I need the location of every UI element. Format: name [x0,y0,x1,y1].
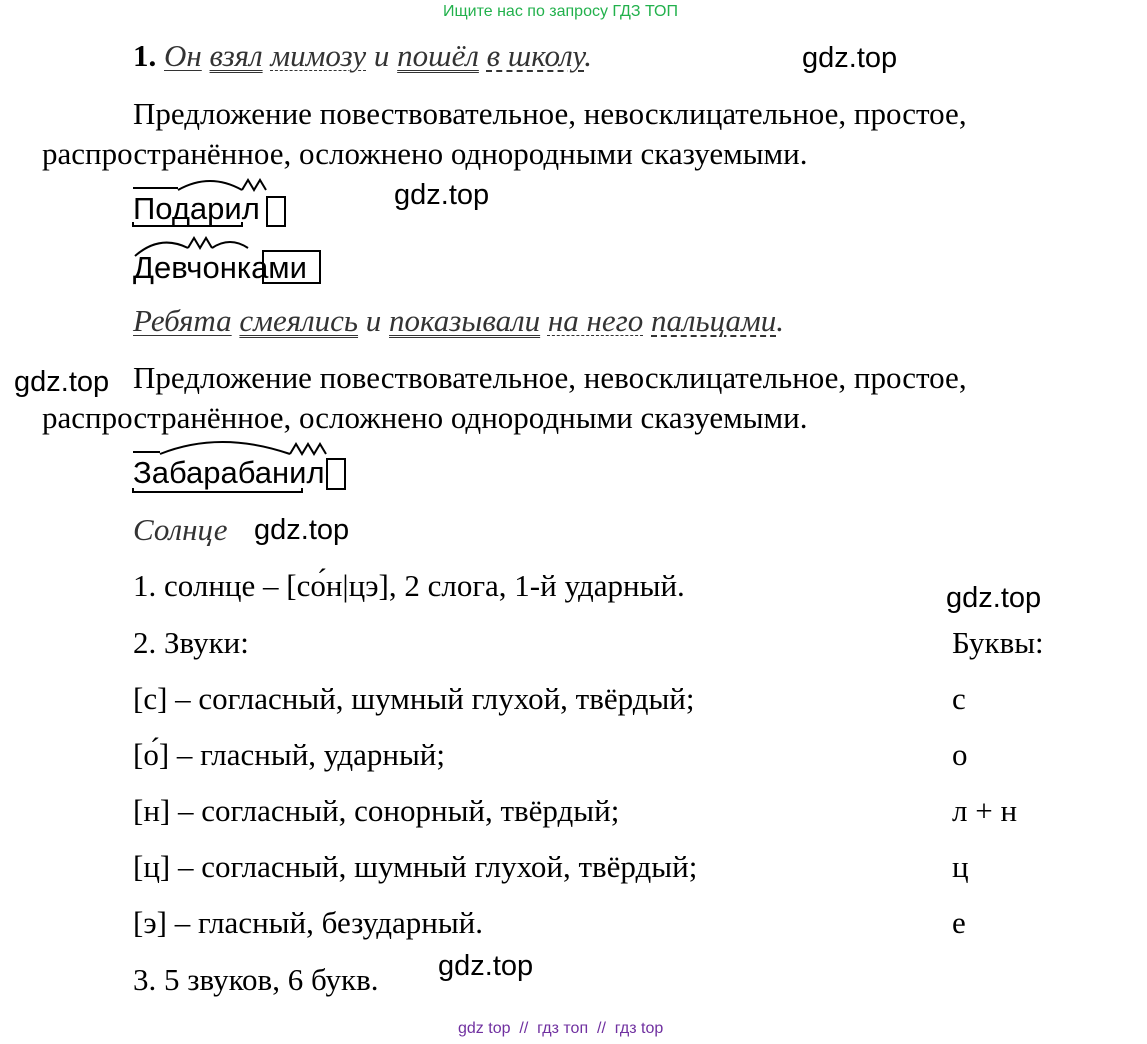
morpheme-marks-podaril [130,178,270,233]
s2-predicate-1: смеялись [239,303,359,338]
morpheme-marks-zabarabanil [130,440,350,496]
s1-object: мимозу [270,38,367,73]
sentence-2: Ребята смеялись и показывали на него пальцами. [133,303,785,338]
letter-cell: с [952,681,966,716]
letter-cell: л + н [952,793,1018,828]
task-number: 1. [133,38,157,73]
analysis-2-line-1: Предложение повествовательное, невосклицательное, простое, [133,360,967,395]
watermark: gdz.top [802,42,898,74]
s1-adverbial: в школу [486,38,585,73]
footer-text: gdz top // гдз топ // гдз top [458,1020,664,1037]
watermark: gdz.top [254,514,350,546]
letter-cell: ц [952,849,969,884]
word-scheme-devchonkami: Девчонками [133,250,307,285]
s2-subject: Ребята [133,303,232,338]
sound-row: [ц] – согласный, шумный глухой, твёрдый; [133,849,698,884]
letter-cell: о [952,737,968,772]
letters-header: Буквы: [952,625,1044,660]
sound-row: [н] – согласный, сонорный, твёрдый; [133,793,620,828]
phonetic-step-1: 1. солнце – [со́н|цэ], 2 слога, 1-й ударный. [133,568,685,603]
ending-box-zabarabanil [326,458,346,490]
sentence-1: 1. Он взял мимозу и пошёл в школу. [133,38,592,73]
sound-row: [э] – гласный, безударный. [133,905,484,940]
word-scheme-podaril: Подарил [133,191,260,226]
analysis-2-line-2: распространённое, осложнено однородными сказуемыми. [42,400,808,435]
word-scheme-zabarabanil: Забарабанил [133,455,325,490]
s1-predicate-2: пошёл [397,38,479,73]
letter-cell: е [952,905,966,940]
sounds-header: 2. Звуки: [133,625,249,660]
sound-row: [с] – согласный, шумный глухой, твёрдый; [133,681,695,716]
s1-conjunction: и [373,38,390,73]
s2-object: на него [547,303,644,338]
ending-box-podaril [266,196,286,227]
analysis-1-line-1: Предложение повествовательное, невосклицательное, простое, [133,96,967,131]
ending-box-devchonkami [262,250,321,284]
s2-adverbial: пальцами [651,303,777,338]
s1-subject: Он [164,38,202,73]
top-banner: Ищите нас по запросу ГДЗ ТОП [443,3,678,20]
watermark: gdz.top [14,366,110,398]
s1-predicate-1: взял [209,38,263,73]
watermark: gdz.top [438,950,534,982]
watermark: gdz.top [394,179,490,211]
phonetic-word: Солнце [133,512,228,547]
watermark: gdz.top [946,582,1042,614]
phonetic-step-3: 3. 5 звуков, 6 букв. [133,962,379,997]
s2-conjunction: и [365,303,382,338]
sound-row: [о́] – гласный, ударный; [133,737,445,772]
s2-predicate-2: показывали [389,303,541,338]
analysis-1-line-2: распространённое, осложнено однородными сказуемыми. [42,136,808,171]
